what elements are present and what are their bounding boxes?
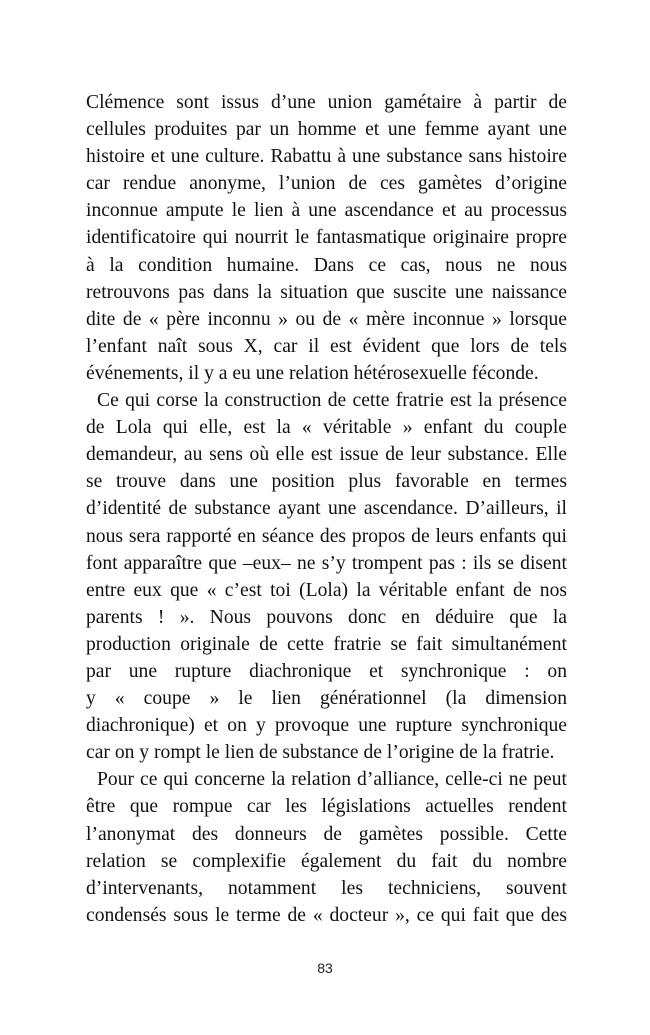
text-line: car rendue anonyme, l’union de ces gamètes d’origine bbox=[86, 173, 567, 195]
text-line: inconnue ampute le lien à une ascendance et au processus bbox=[86, 200, 567, 222]
text-line: entre eux que « c’est toi (Lola) la véritable enfant de nos bbox=[86, 579, 567, 601]
text-line: font apparaître que –eux– ne s’y trompent pas : ils se disent bbox=[86, 552, 567, 574]
paragraph bbox=[86, 387, 567, 766]
text-line: l’enfant naît sous X, car il est évident que lors de tels bbox=[86, 335, 567, 357]
text-line: se trouve dans une position plus favorable en termes bbox=[86, 471, 567, 493]
text-line: de Lola qui elle, est la « véritable » enfant du couple bbox=[86, 417, 567, 439]
text-line: d’identité de substance ayant une ascendance. D’ailleurs, il bbox=[86, 498, 567, 520]
text-line: relation se complexifie également du fait du nombre bbox=[86, 850, 567, 872]
text-line: être que rompue car les législations actuelles rendent bbox=[86, 796, 567, 818]
text-line: nous sera rapporté en séance des propos de leurs enfants qui bbox=[86, 525, 567, 547]
page-number: 83 bbox=[317, 960, 333, 976]
text-line: histoire et une culture. Rabattu à une substance sans histoire bbox=[86, 146, 567, 168]
text-line: identificatoire qui nourrit le fantasmatique originaire propre bbox=[86, 227, 567, 249]
text-line: dite de « père inconnu » ou de « mère inconnue » lorsque bbox=[86, 308, 567, 330]
text-line: par une rupture diachronique et synchronique : on bbox=[86, 660, 567, 682]
text-line: demandeur, au sens où elle est issue de leur substance. Elle bbox=[86, 444, 567, 466]
text-line: retrouvons pas dans la situation que suscite une naissance bbox=[86, 281, 567, 303]
text-line: cellules produites par un homme et une femme ayant une bbox=[86, 119, 567, 141]
text-line: y « coupe » le lien générationnel (la dimension bbox=[86, 688, 567, 710]
text-line: événements, il y a eu une relation hétérosexuelle féconde. bbox=[86, 362, 539, 384]
text-line: parents ! ». Nous pouvons donc en déduire que la bbox=[86, 606, 567, 628]
text-line: production originale de cette fratrie se fait simultanément bbox=[86, 633, 567, 655]
text-line: diachronique) et on y provoque une rupture synchronique bbox=[86, 715, 567, 737]
text-line: à la condition humaine. Dans ce cas, nous ne nous bbox=[86, 254, 567, 276]
paragraph bbox=[86, 89, 567, 387]
text-line: condensés sous le terme de « docteur », ce qui fait que des bbox=[86, 904, 567, 926]
text-line: l’anonymat des donneurs de gamètes possible. Cette bbox=[86, 823, 567, 845]
text-line: Pour ce qui concerne la relation d’alliance, celle-ci ne peut bbox=[97, 769, 567, 791]
text-line: Ce qui corse la construction de cette fratrie est la présence bbox=[97, 390, 567, 412]
text-line: Clémence sont issus d’une union gamétaire à partir de bbox=[86, 92, 567, 113]
text-line: car on y rompt le lien de substance de l’origine de la fratrie. bbox=[86, 742, 555, 764]
text-line: d’intervenants, notamment les techniciens, souvent bbox=[86, 877, 567, 899]
paragraph bbox=[86, 766, 567, 929]
body-text bbox=[86, 89, 567, 929]
